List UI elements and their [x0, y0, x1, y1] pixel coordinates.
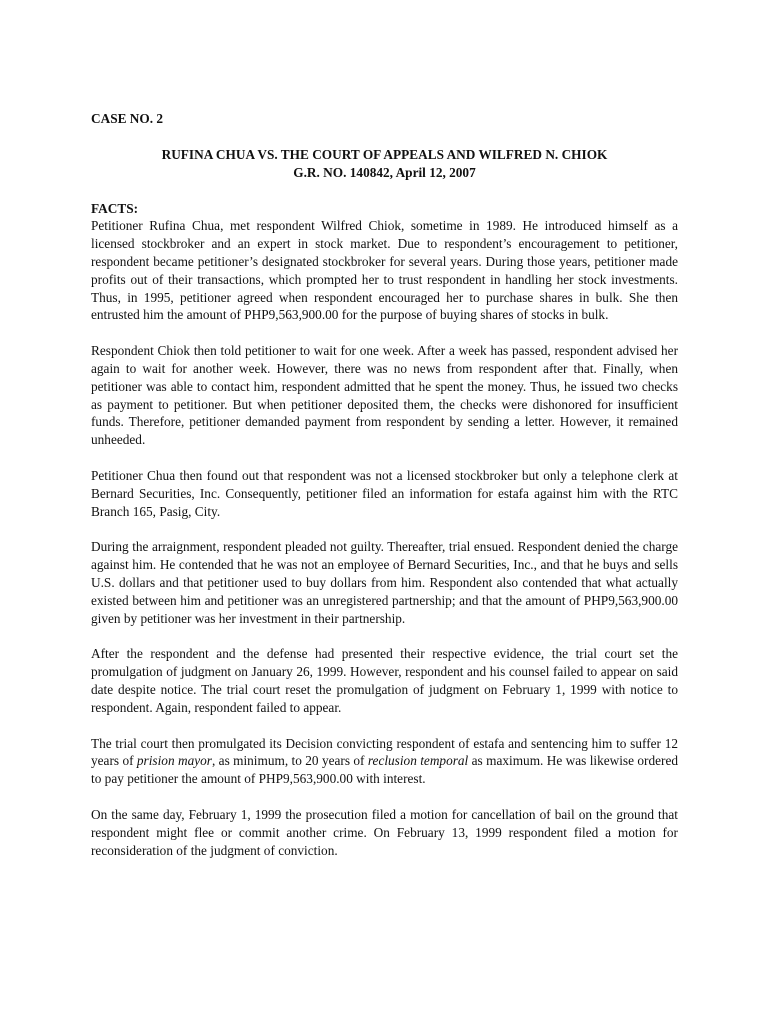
case-number: CASE NO. 2 [91, 111, 164, 126]
facts-paragraph-6 [91, 735, 678, 788]
document-page [91, 110, 678, 877]
p6-text-2: , as minimum, to 20 years of [211, 753, 368, 769]
case-title [91, 146, 678, 182]
facts-paragraph-4: During the arraignment, respondent pleaded not guilty. Thereafter, trial ensued. Respondent denied the charge against him. He contended that he was not an employee of Bernard Securities, Inc., and that he buys and sells U.S. dollars and that petitioner used to buy dollars from him. Respondent also contended that what actually existed between him and petitioner was an unregistered partnership; and that the amount of PHP9,563,900.00 given by petitioner was her investment in their partnership. [91, 539, 678, 626]
p6-emphasis-prision-mayor: prision mayor [136, 753, 212, 769]
case-title-parties: RUFINA CHUA VS. THE COURT OF APPEALS AND WILFRED N. CHIOK [161, 147, 608, 162]
facts-heading: FACTS: [91, 200, 139, 216]
case-title-gr-number: G.R. NO. 140842, April 12, 2007 [293, 164, 476, 180]
facts-paragraph-1: Petitioner Rufina Chua, met respondent Wilfred Chiok, sometime in 1989. He introduced himself as a licensed stockbroker and an expert in stock market. Due to respondent’s encouragement to petitioner, respondent became petitioner’s designated stockbroker for several years. During those years, petitioner made profits out of their transactions, which prompted her to trust respondent in handling her stock investments. Thus, in 1995, petitioner agreed when respondent encouraged her to purchase shares in bulk. She then entrusted him the amount of PHP9,563,900.00 for the purpose of buying shares of stocks in bulk. [91, 218, 678, 323]
p6-text-3: as maximum. He was likewise ordered to pay petitioner the amount of PHP9,563,900.00 with interest. [91, 753, 678, 787]
facts-paragraph-7: On the same day, February 1, 1999 the prosecution filed a motion for cancellation of bail on the ground that respondent might flee or commit another crime. On February 13, 1999 respondent filed a motion for reconsideration of the judgment of conviction. [91, 806, 678, 858]
facts-paragraph-2: Respondent Chiok then told petitioner to wait for one week. After a week has passed, respondent advised her again to wait for another week. However, there was no news from respondent after that. Finally, when petitioner was able to contact him, respondent admitted that he spent the money. Thus, he issued two checks as payment to petitioner. But when petitioner deposited them, the checks were dishonored for insufficient funds. Therefore, petitioner demanded payment from respondent by sending a letter. However, it remained unheeded. [91, 343, 678, 448]
facts-paragraph-5: After the respondent and the defense had presented their respective evidence, the trial court set the promulgation of judgment on January 26, 1999. However, respondent and his counsel failed to appear on said date despite notice. The trial court reset the promulgation of judgment on February 1, 1999 with notice to respondent. Again, respondent failed to appear. [91, 646, 678, 715]
p6-emphasis-reclusion-temporal: reclusion temporal [367, 753, 469, 769]
facts-paragraph-3: Petitioner Chua then found out that respondent was not a licensed stockbroker but only a telephone clerk at Bernard Securities, Inc. Consequently, petitioner filed an information for estafa against him with the RTC Branch 165, Pasig, City. [91, 467, 678, 519]
p6-text-1: The trial court then promulgated its Decision convicting respondent of estafa and sentencing him to suffer 12 years of [91, 735, 678, 769]
